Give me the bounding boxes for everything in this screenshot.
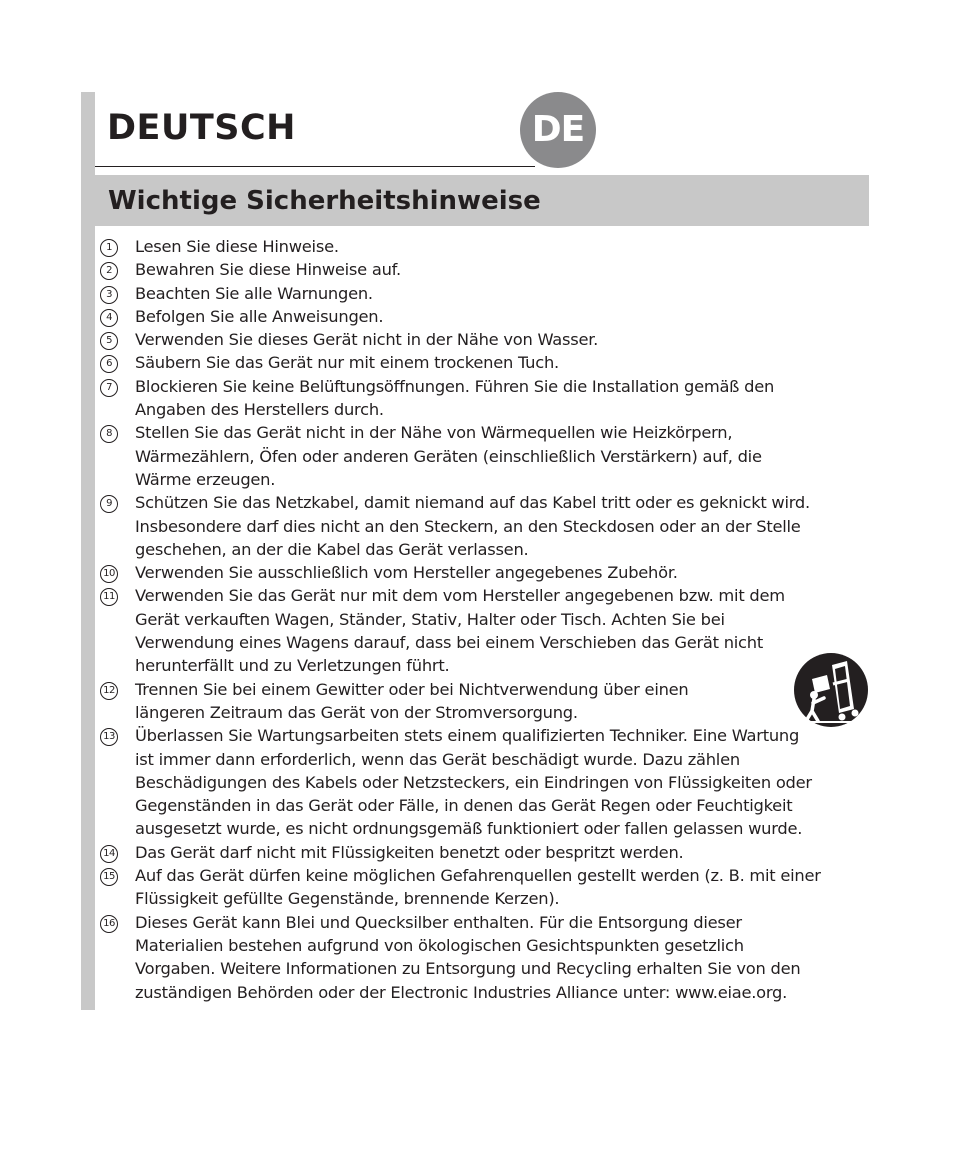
item-text-line: Angaben des Herstellers durch.: [135, 400, 384, 420]
list-item: [100, 351, 880, 374]
item-text-line: Schützen Sie das Netzkabel, damit niemand auf das Kabel tritt oder es geknickt wird.: [135, 493, 810, 513]
item-text-line: Insbesondere darf dies nicht an den Steckern, an den Steckdosen oder an der Stelle: [135, 516, 801, 536]
item-text-line: Befolgen Sie alle Anweisungen.: [135, 306, 384, 326]
item-text-line: Wärmezählern, Öfen oder anderen Geräten (einschließlich Verstärkern) auf, die: [135, 446, 762, 466]
item-number-badge: 1: [100, 239, 118, 257]
item-number-badge: 3: [100, 286, 118, 304]
section-heading: Wichtige Sicherheitshinweise: [108, 186, 541, 216]
left-accent-bar: [81, 92, 95, 1010]
list-item: [100, 235, 880, 258]
item-text-line: Überlassen Sie Wartungsarbeiten stets einem qualifizierten Techniker. Eine Wartung: [135, 726, 800, 746]
list-item: [100, 328, 880, 351]
item-number-badge: 5: [100, 332, 118, 350]
safety-instructions-list: [100, 235, 880, 1004]
item-text-line: Gerät verkauften Wagen, Ständer, Stativ, Halter oder Tisch. Achten Sie bei: [135, 609, 725, 629]
list-item: [100, 841, 880, 864]
item-text-line: Auf das Gerät dürfen keine möglichen Gefahrenquellen gestellt werden (z. B. mit einer: [135, 866, 821, 886]
item-number-badge: 9: [100, 495, 118, 513]
item-text-line: geschehen, an der die Kabel das Gerät verlassen.: [135, 539, 529, 559]
list-item: [100, 305, 880, 328]
item-text-line: herunterfällt und zu Verletzungen führt.: [135, 656, 450, 676]
list-item: [100, 724, 880, 840]
list-item: [100, 911, 880, 1004]
item-text-line: Wärme erzeugen.: [135, 469, 276, 489]
item-number-badge: 7: [100, 379, 118, 397]
item-text-line: ist immer dann erforderlich, wenn das Gerät beschädigt wurde. Dazu zählen: [135, 749, 740, 769]
item-text-line: Trennen Sie bei einem Gewitter oder bei Nichtverwendung über einen: [135, 679, 689, 699]
list-item: [100, 258, 880, 281]
item-text-line: Verwendung eines Wagens darauf, dass bei einem Verschieben das Gerät nicht: [135, 633, 763, 653]
item-text-line: Lesen Sie diese Hinweise.: [135, 237, 339, 256]
item-text-line: Verwenden Sie das Gerät nur mit dem vom Hersteller angegebenen bzw. mit dem: [135, 586, 785, 606]
list-item: [100, 375, 880, 422]
item-number-badge: 6: [100, 355, 118, 373]
item-text-line: Verwenden Sie ausschließlich vom Hersteller angegebenes Zubehör.: [135, 563, 678, 583]
item-text-line: ausgesetzt wurde, es nicht ordnungsgemäß funktioniert oder fallen gelassen wurde.: [135, 819, 803, 839]
list-item: [100, 584, 880, 677]
item-number-badge: 11: [100, 588, 118, 606]
item-number-badge: 10: [100, 565, 118, 583]
item-text-line: Beachten Sie alle Warnungen.: [135, 283, 373, 303]
item-number-badge: 4: [100, 309, 118, 327]
list-item: [100, 491, 880, 561]
item-number-badge: 13: [100, 728, 118, 746]
item-text-line: Gegenständen in das Gerät oder Fälle, in denen das Gerät Regen oder Feuchtigkeit: [135, 796, 793, 816]
item-number-badge: 15: [100, 868, 118, 886]
list-item: [100, 678, 880, 725]
list-item: [100, 421, 880, 491]
item-number-badge: 14: [100, 845, 118, 863]
item-text-line: Dieses Gerät kann Blei und Quecksilber enthalten. Für die Entsorgung dieser: [135, 912, 742, 932]
language-badge: DE: [520, 92, 596, 168]
item-text-line: Bewahren Sie diese Hinweise auf.: [135, 260, 401, 280]
item-text-line: längeren Zeitraum das Gerät von der Stromversorgung.: [135, 702, 578, 722]
item-text-line: zuständigen Behörden oder der Electronic Industries Alliance unter: www.eiae.org.: [135, 982, 788, 1002]
item-text-line: Beschädigungen des Kabels oder Netzsteckers, ein Eindringen von Flüssigkeiten oder: [135, 772, 812, 792]
item-number-badge: 16: [100, 915, 118, 933]
cart-tip-over-warning-icon: [792, 651, 870, 729]
list-item: [100, 864, 880, 911]
list-item: [100, 282, 880, 305]
item-number-badge: 12: [100, 682, 118, 700]
list-item: [100, 561, 880, 584]
title-divider: [95, 166, 535, 167]
item-number-badge: 8: [100, 425, 118, 443]
page-title: DEUTSCH: [107, 108, 296, 148]
item-text-line: Das Gerät darf nicht mit Flüssigkeiten benetzt oder bespritzt werden.: [135, 842, 684, 862]
item-text-line: Verwenden Sie dieses Gerät nicht in der Nähe von Wasser.: [135, 330, 599, 350]
item-text-line: Stellen Sie das Gerät nicht in der Nähe von Wärmequellen wie Heizkörpern,: [135, 423, 733, 443]
item-text-line: Säubern Sie das Gerät nur mit einem trockenen Tuch.: [135, 353, 559, 373]
item-text-line: Materialien bestehen aufgrund von ökologischen Gesichtspunkten gesetzlich: [135, 935, 744, 955]
item-number-badge: 2: [100, 262, 118, 280]
item-text-line: Flüssigkeit gefüllte Gegenstände, brennende Kerzen).: [135, 889, 560, 909]
item-text-line: Vorgaben. Weitere Informationen zu Entsorgung und Recycling erhalten Sie von den: [135, 959, 801, 979]
item-text-line: Blockieren Sie keine Belüftungsöffnungen. Führen Sie die Installation gemäß den: [135, 376, 775, 396]
